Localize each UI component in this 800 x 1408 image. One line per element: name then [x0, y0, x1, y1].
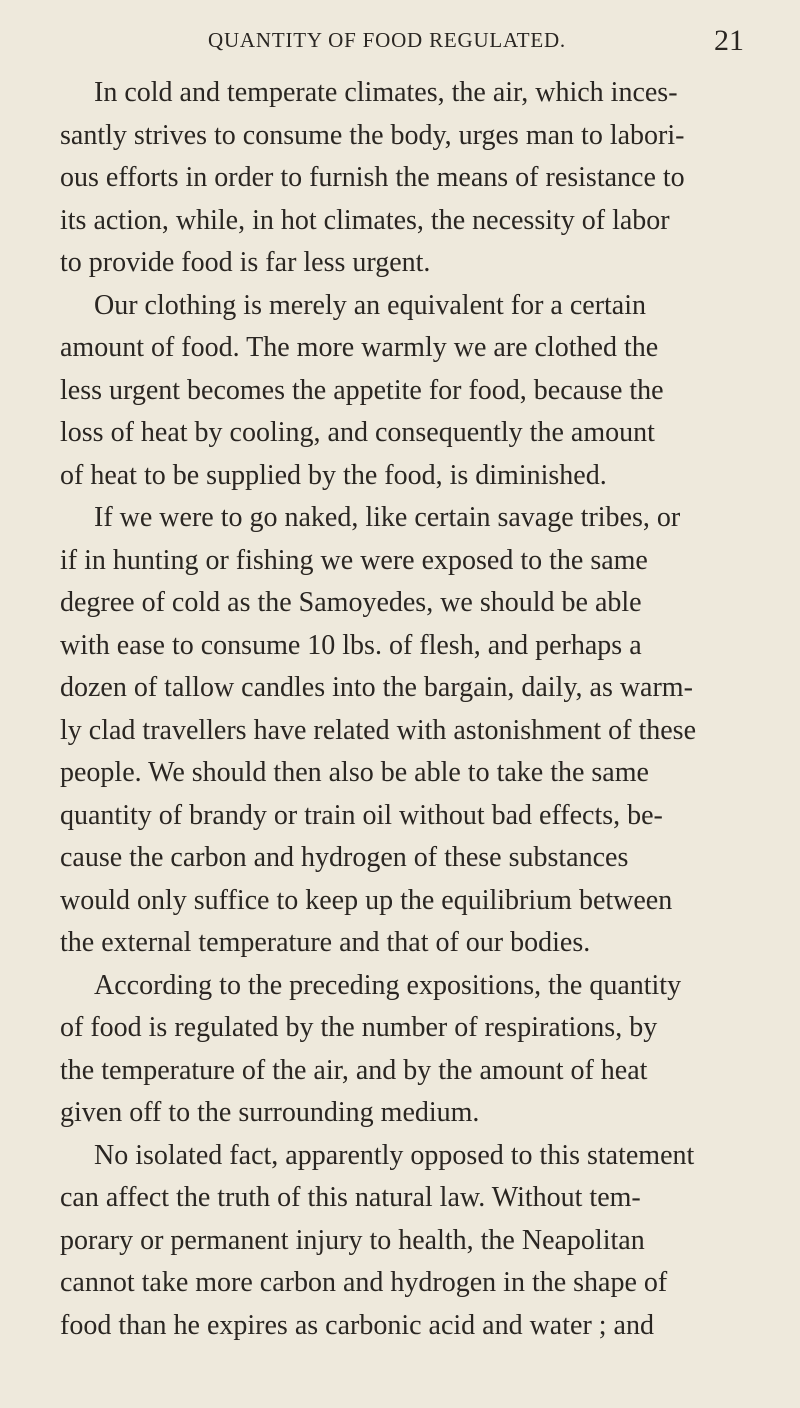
- text-line: less urgent becomes the appetite for food, because the: [60, 374, 664, 406]
- text-line: can affect the truth of this natural law. Without tem-: [60, 1182, 641, 1213]
- page-number: 21: [714, 24, 744, 57]
- text-line: to provide food is far less urgent.: [60, 247, 431, 278]
- text-line: food than he expires as carbonic acid and water ; and: [60, 1309, 654, 1341]
- text-line: dozen of tallow candles into the bargain, daily, as warm-: [60, 672, 693, 703]
- body-text: [60, 72, 744, 1347]
- text-line: cause the carbon and hydrogen of these substances: [60, 842, 629, 873]
- text-line: its action, while, in hot climates, the necessity of labor: [60, 204, 670, 236]
- paragraph-naked-tribes: [60, 497, 744, 965]
- text-line: cannot take more carbon and hydrogen in the shape of: [60, 1267, 668, 1298]
- text-line: given off to the surrounding medium.: [60, 1097, 480, 1128]
- text-line: of heat to be supplied by the food, is diminished.: [60, 459, 607, 491]
- text-line: of food is regulated by the number of respirations, by: [60, 1012, 658, 1043]
- text-line: would only suffice to keep up the equilibrium between: [60, 884, 673, 916]
- paragraph-clothing: [60, 285, 744, 498]
- text-line: loss of heat by cooling, and consequently the amount: [60, 417, 655, 448]
- text-line: with ease to consume 10 lbs. of flesh, and perhaps a: [60, 629, 642, 661]
- text-line: if in hunting or fishing we were exposed to the same: [60, 544, 648, 576]
- text-line: quantity of brandy or train oil without bad effects, be-: [60, 799, 663, 831]
- paragraph-isolated-fact: [60, 1135, 744, 1348]
- text-line: the external temperature and that of our bodies.: [60, 927, 591, 958]
- text-line: people. We should then also be able to take the same: [60, 757, 649, 788]
- text-line: ly clad travellers have related with astonishment of these: [60, 714, 697, 746]
- running-head: [60, 24, 744, 72]
- paragraph-quantity-regulated: [60, 965, 744, 1135]
- text-line: Our clothing is merely an equivalent for a certain: [94, 289, 647, 321]
- text-line: According to the preceding expositions, the quantity: [94, 969, 682, 1001]
- text-line: amount of food. The more warmly we are clothed the: [60, 332, 659, 363]
- text-line: santly strives to consume the body, urges man to labori-: [60, 119, 685, 151]
- text-line: ous efforts in order to furnish the means of resistance to: [60, 162, 685, 193]
- text-line: porary or permanent injury to health, the Neapolitan: [60, 1224, 645, 1256]
- running-title: QUANTITY OF FOOD REGULATED.: [208, 28, 566, 52]
- text-line: No isolated fact, apparently opposed to this statement: [94, 1139, 695, 1171]
- text-line: degree of cold as the Samoyedes, we should be able: [60, 587, 642, 618]
- text-line: the temperature of the air, and by the amount of heat: [60, 1054, 648, 1086]
- paragraph-cold-climates: [60, 72, 744, 285]
- text-line: In cold and temperate climates, the air, which inces-: [94, 77, 678, 108]
- text-line: If we were to go naked, like certain savage tribes, or: [94, 502, 681, 533]
